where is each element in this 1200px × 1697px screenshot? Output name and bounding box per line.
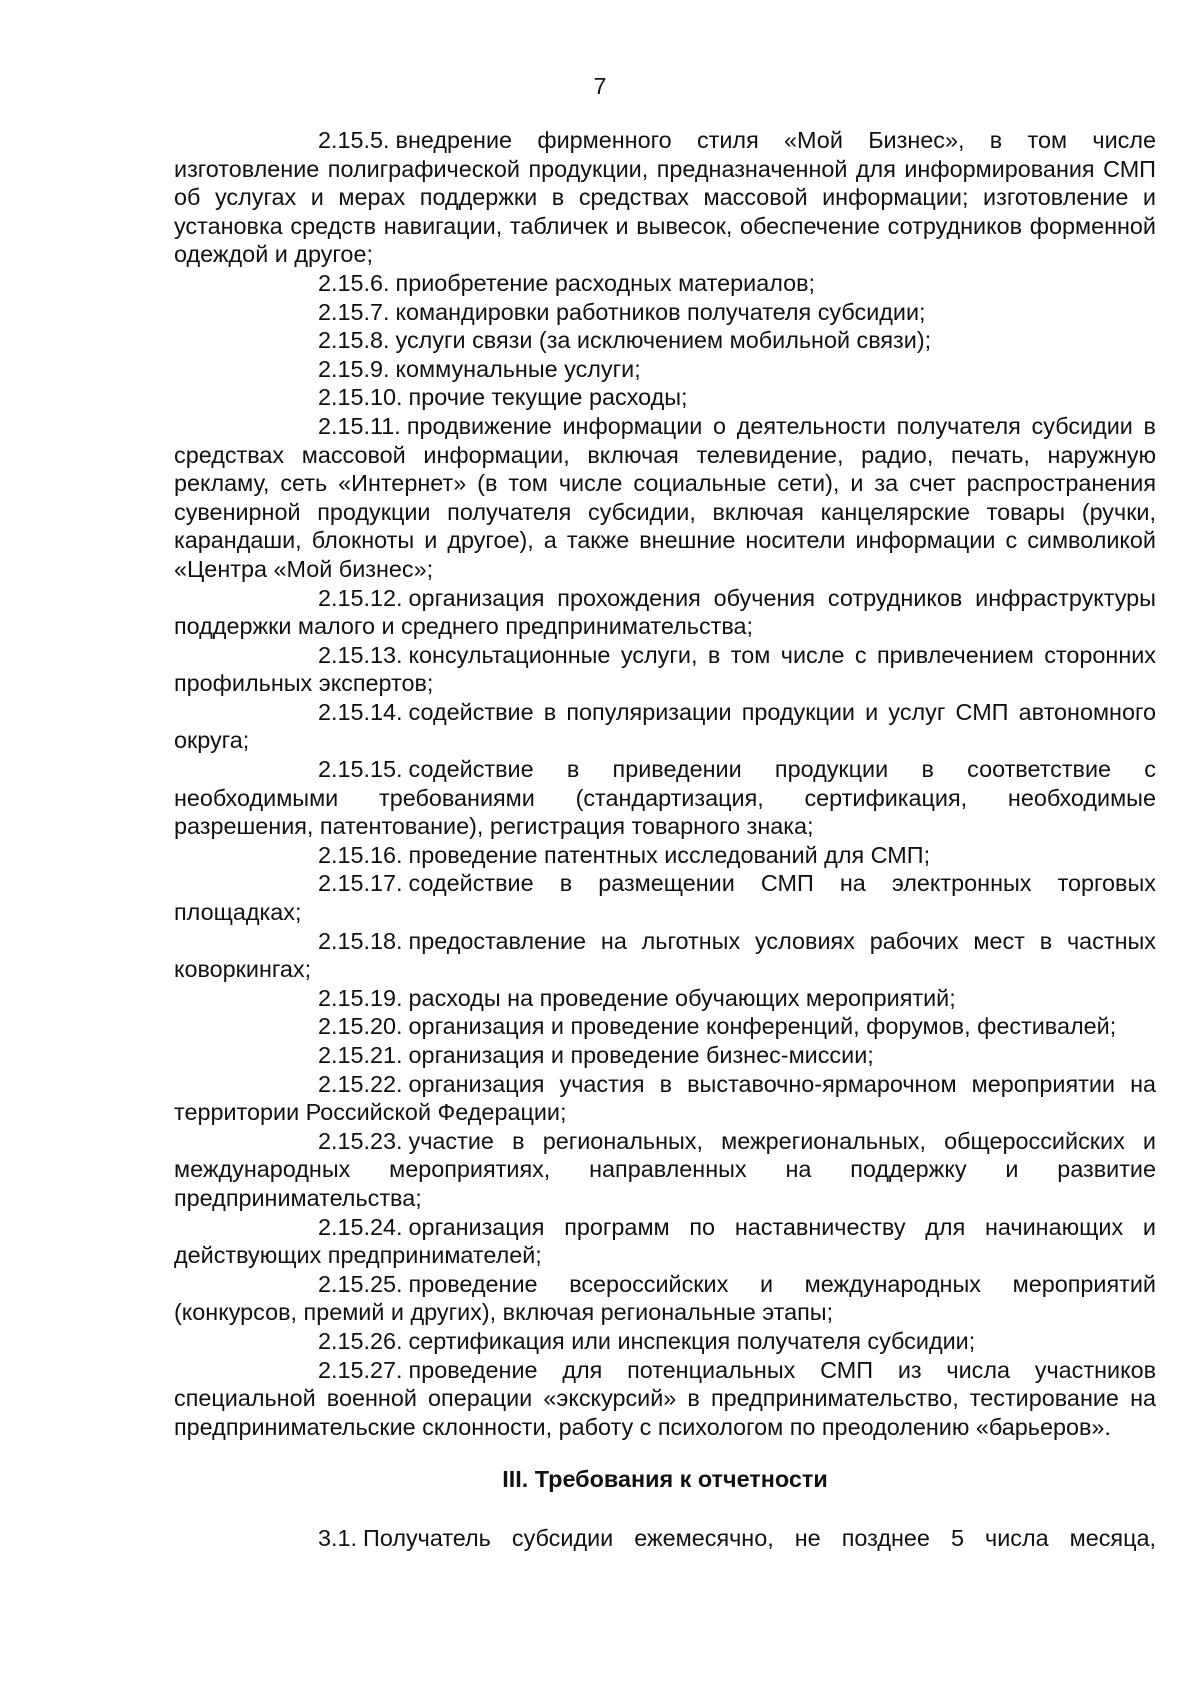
list-item: [174, 869, 1156, 926]
item-number: 2.15.24.: [318, 1213, 403, 1240]
list-item: [174, 641, 1156, 698]
paragraph-3-1: [174, 1524, 1156, 1553]
item-number: 2.15.25.: [318, 1270, 403, 1297]
item-number: 2.15.7.: [318, 298, 390, 325]
page-number: 7: [593, 73, 607, 99]
list-item: [174, 412, 1156, 584]
item-text: содействие в приведении продукции в соответствие с необходимыми требованиями (стандартизация, сертификация, необходимые разрешения, патентование), регистрация товарного знака;: [174, 756, 1156, 840]
item-text: сертификация или инспекция получателя субсидии;: [408, 1327, 976, 1354]
item-number: 2.15.14.: [318, 698, 403, 725]
item-number: 2.15.16.: [318, 841, 403, 868]
item-text: внедрение фирменного стиля «Мой Бизнес», в том числе изготовление полиграфической продукции, предназначенной для информирования СМП об услугах и мерах поддержки в средствах массовой информации; изготовление и установка средств навигации, табличек и вывесок, обеспечение сотрудников форменной одеждой и другое;: [174, 127, 1156, 268]
list-item: [174, 326, 1156, 355]
list-item: [174, 126, 1156, 269]
item-text: участие в региональных, межрегиональных, общероссийских и международных мероприятиях, направленных на поддержку и развитие предпринимательства;: [174, 1127, 1156, 1211]
list-item: [174, 383, 1156, 412]
item-number: 2.15.12.: [318, 584, 403, 611]
list-item: [174, 584, 1156, 641]
item-number: 2.15.20.: [318, 1013, 403, 1040]
list-item: [174, 1356, 1156, 1442]
section-heading: III. Требования к отчетности: [502, 1466, 828, 1493]
item-text: проведение для потенциальных СМП из числа участников специальной военной операции «экскурсий» в предпринимательство, тестирование на предпринимательские склонности, работу с психологом по преодолению «барьеров».: [174, 1356, 1156, 1440]
item-text: проведение всероссийских и международных мероприятий (конкурсов, премий и других), включая региональные этапы;: [174, 1270, 1156, 1326]
list-item: [174, 1270, 1156, 1327]
paragraph-number: 3.1.: [318, 1524, 358, 1551]
list-item: [174, 1213, 1156, 1270]
item-text: проведение патентных исследований для СМП;: [408, 841, 931, 868]
item-text: организация участия в выставочно-ярмарочном мероприятии на территории Российской Федерации;: [174, 1070, 1156, 1126]
list-item: [174, 298, 1156, 327]
list-item: [174, 1041, 1156, 1070]
item-text: организация и проведение конференций, форумов, фестивалей;: [408, 1013, 1117, 1040]
item-text: приобретение расходных материалов;: [395, 269, 816, 296]
paragraph-text: Получатель субсидии ежемесячно, не позднее 5 числа месяца,: [363, 1524, 1156, 1551]
item-number: 2.15.11.: [318, 412, 401, 439]
item-number: 2.15.19.: [318, 984, 403, 1011]
item-text: содействие в популяризации продукции и услуг СМП автономного округа;: [174, 698, 1156, 754]
item-number: 2.15.23.: [318, 1127, 403, 1154]
list-item: [174, 698, 1156, 755]
item-text: прочие текущие расходы;: [408, 384, 688, 411]
item-text: организация прохождения обучения сотрудников инфраструктуры поддержки малого и среднего предпринимательства;: [174, 584, 1156, 640]
item-text: командировки работников получателя субсидии;: [395, 298, 926, 325]
item-number: 2.15.22.: [318, 1070, 403, 1097]
list-item: [174, 1070, 1156, 1127]
item-text: организация и проведение бизнес-миссии;: [408, 1042, 874, 1068]
item-number: 2.15.15.: [318, 756, 403, 783]
list-item: [174, 1327, 1156, 1356]
item-number: 2.15.5.: [318, 127, 390, 153]
item-text: продвижение информации о деятельности получателя субсидии в средствах массовой информации, включая телевидение, радио, печать, наружную рекламу, сеть «Интернет» (в том числе социальные сети), и за счет распространения сувенирной продукции получателя субсидии, включая канцелярские товары (ручки, карандаши, блокноты и другое), а также внешние носители информации с символикой «Центра «Мой бизнес»;: [174, 412, 1156, 582]
item-number: 2.15.9.: [318, 355, 390, 382]
list-item: [174, 355, 1156, 384]
list-item: [174, 1127, 1156, 1213]
item-number: 2.15.21.: [318, 1042, 403, 1068]
item-number: 2.15.6.: [318, 269, 390, 296]
item-text: консультационные услуги, в том числе с привлечением сторонних профильных экспертов;: [174, 641, 1156, 697]
items-list: [174, 126, 1156, 1441]
item-number: 2.15.8.: [318, 327, 390, 354]
item-number: 2.15.27.: [318, 1356, 403, 1383]
item-number: 2.15.18.: [318, 927, 403, 954]
item-text: содействие в размещении СМП на электронных торговых площадках;: [174, 870, 1156, 926]
item-text: услуги связи (за исключением мобильной связи);: [395, 327, 932, 354]
list-item: [174, 269, 1156, 298]
item-text: организация программ по наставничеству для начинающих и действующих предпринимателей;: [174, 1213, 1156, 1269]
list-item: [174, 755, 1156, 841]
item-number: 2.15.10.: [318, 384, 403, 411]
item-text: коммунальные услуги;: [395, 355, 641, 382]
document-body: [174, 126, 1156, 1553]
item-number: 2.15.26.: [318, 1327, 403, 1354]
item-number: 2.15.17.: [318, 870, 403, 897]
list-item: [174, 984, 1156, 1013]
list-item: [174, 841, 1156, 870]
list-item: [174, 1012, 1156, 1041]
list-item: [174, 927, 1156, 984]
item-text: расходы на проведение обучающих мероприятий;: [408, 984, 956, 1011]
item-text: предоставление на льготных условиях рабочих мест в частных коворкингах;: [174, 927, 1156, 983]
item-number: 2.15.13.: [318, 641, 403, 668]
